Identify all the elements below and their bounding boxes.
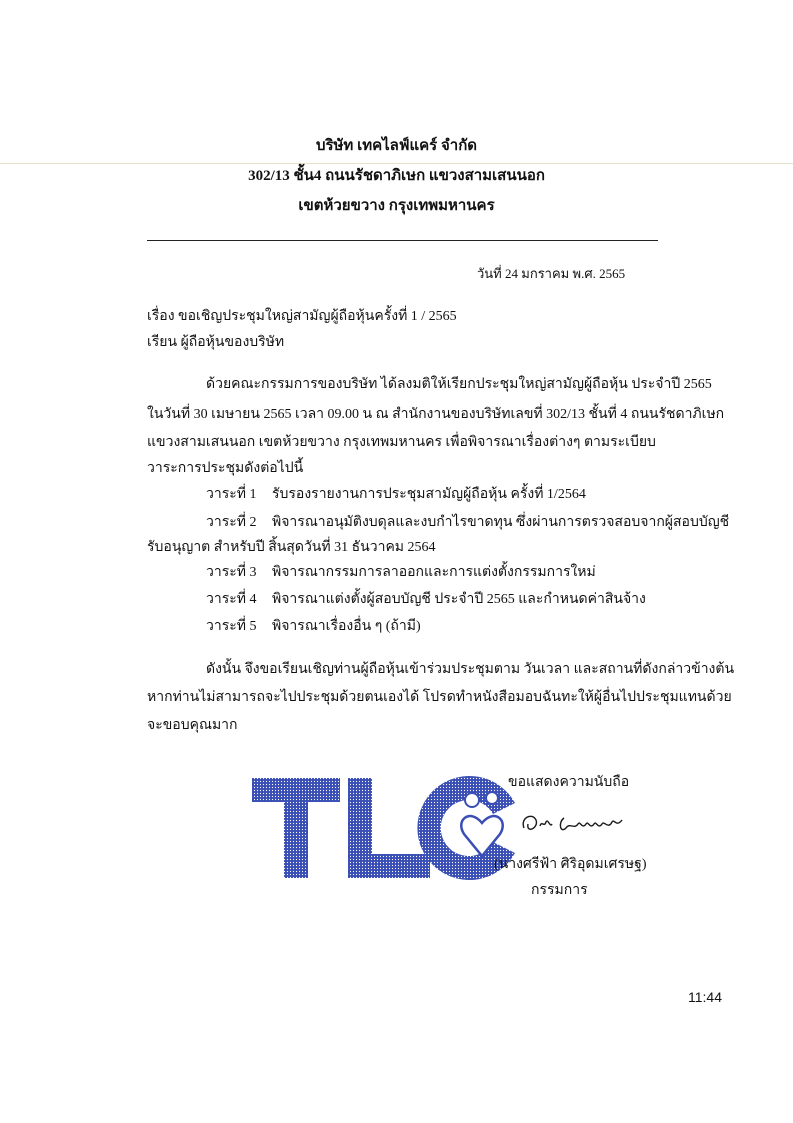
agenda-label-4: วาระที่ 4 bbox=[206, 592, 257, 607]
agenda-label-2: วาระที่ 2 bbox=[206, 515, 257, 530]
closing-line-2: หากท่านไม่สามารถจะไปประชุมด้วยตนเองได้ โปรดทำหนังสือมอบฉันทะให้ผู้อื่นไปประชุมแทนด้วย bbox=[147, 690, 732, 705]
intro-line-2: ในวันที่ 30 เมษายน 2565 เวลา 09.00 น ณ สำนักงานของบริษัทเลขที่ 302/13 ชั้นที่ 4 ถนนรัชดาภิเษก bbox=[147, 407, 725, 422]
handwritten-signature bbox=[518, 806, 628, 842]
signatory-position: กรรมการ bbox=[531, 883, 588, 898]
agenda-text-2: พิจารณาอนุมัติงบดุลและงบกำไรขาดทุน ซึ่งผ่านการตรวจสอบจากผู้สอบบัญชี bbox=[272, 515, 730, 530]
signature-regards: ขอแสดงความนับถือ bbox=[508, 775, 630, 790]
header-divider bbox=[147, 240, 658, 241]
closing-line-3: จะขอบคุณมาก bbox=[147, 718, 238, 733]
company-name: บริษัท เทคไลฟ์แคร์ จำกัด bbox=[315, 138, 478, 154]
intro-line-3: แขวงสามเสนนอก เขตห้วยขวาง กรุงเทพมหานคร เพื่อพิจารณาเรื่องต่างๆ ตามระเบียบ bbox=[147, 435, 656, 450]
company-address-line2: เขตห้วยขวาง กรุงเทพมหานคร bbox=[298, 198, 495, 214]
agenda-label-5: วาระที่ 5 bbox=[206, 619, 257, 634]
logo-letter-t bbox=[252, 778, 340, 878]
agenda-text-2-cont: รับอนุญาต สำหรับปี สิ้นสุดวันที่ 31 ธันวาคม 2564 bbox=[147, 540, 436, 555]
agenda-text-1: รับรองรายงานการประชุมสามัญผู้ถือหุ้น ครั้งที่ 1/2564 bbox=[272, 487, 586, 502]
intro-line-4: วาระการประชุมดังต่อไปนี้ bbox=[147, 461, 304, 476]
timestamp: 11:44 bbox=[688, 989, 722, 1005]
closing-line-1: ดังนั้น จึงขอเรียนเชิญท่านผู้ถือหุ้นเข้าร่วมประชุมตาม วันเวลา และสถานที่ดังกล่าวข้างต้น bbox=[206, 662, 735, 677]
intro-line-1: ด้วยคณะกรรมการของบริษัท ได้ลงมติให้เรียกประชุมใหญ่สามัญผู้ถือหุ้น ประจำปี 2565 bbox=[206, 377, 712, 392]
agenda-text-5: พิจารณาเรื่องอื่น ๆ (ถ้ามี) bbox=[272, 619, 421, 634]
agenda-label-1: วาระที่ 1 bbox=[206, 487, 257, 502]
agenda-text-4: พิจารณาแต่งตั้งผู้สอบบัญชี ประจำปี 2565 และกำหนดค่าสินจ้าง bbox=[272, 592, 646, 607]
agenda-text-3: พิจารณากรรมการลาออกและการแต่งตั้งกรรมการใหม่ bbox=[272, 565, 596, 580]
letter-recipient: เรียน ผู้ถือหุ้นของบริษัท bbox=[147, 335, 285, 350]
letter-subject: เรื่อง ขอเชิญประชุมใหญ่สามัญผู้ถือหุ้นครั้งที่ 1 / 2565 bbox=[147, 309, 457, 324]
signatory-name: (นางศรีฟ้า ศิริอุดมเศรษฐ) bbox=[494, 857, 647, 872]
agenda-label-3: วาระที่ 3 bbox=[206, 565, 257, 580]
company-address-line1: 302/13 ชั้น4 ถนนรัชดาภิเษก แขวงสามเสนนอก bbox=[248, 168, 545, 184]
letter-date: วันที่ 24 มกราคม พ.ศ. 2565 bbox=[477, 266, 626, 281]
